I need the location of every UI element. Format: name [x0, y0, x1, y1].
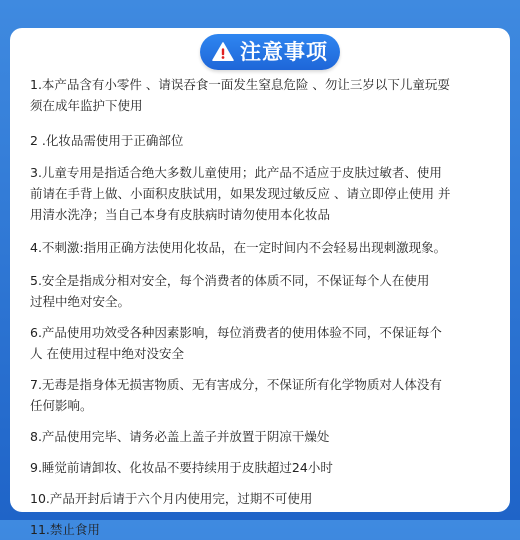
- list-item-line: 前请在手背上做、小面积皮肤试用，如果发现过敏反应 、请立即停止使用 并: [30, 186, 451, 201]
- list-item-line: 9.睡觉前请卸妆、化妆品不要持续用于皮肤超过24小时: [30, 460, 333, 475]
- list-item-line: 10.产品开封后请于六个月内使用完，过期不可使用: [30, 491, 313, 506]
- list-item: [30, 488, 508, 509]
- list-item-line: 7.无毒是指身体无损害物质、无有害成分，不保证所有化学物质对人体没有: [30, 377, 442, 392]
- list-item: [30, 426, 508, 447]
- list-item-line: 人 在使用过程中绝对没安全: [30, 346, 184, 361]
- warning-icon: [212, 41, 234, 63]
- title-banner: [200, 34, 340, 70]
- list-item-line: 4.不刺激:指用正确方法使用化妆品，在一定时间内不会轻易出现刺激现象。: [30, 240, 447, 255]
- list-item: [30, 270, 508, 312]
- list-item: [30, 519, 508, 540]
- list-item: [30, 130, 508, 151]
- list-item: [30, 374, 508, 416]
- list-item: [30, 162, 508, 225]
- list-item-line: 须在成年监护下使用: [30, 98, 143, 113]
- list-item: [30, 237, 508, 258]
- list-item-line: 11.禁止食用: [30, 522, 100, 537]
- page-title: 注意事项: [240, 40, 328, 64]
- list-item: [30, 74, 508, 116]
- list-item: [30, 322, 508, 364]
- list-item-line: 8.产品使用完毕、请务必盖上盖子并放置于阴凉干燥处: [30, 429, 330, 444]
- list-item-line: 任何影响。: [30, 398, 93, 413]
- list-item-line: 6.产品使用功效受各种因素影响，每位消费者的使用体验不同，不保证每个: [30, 325, 442, 340]
- list-item-line: 过程中绝对安全。: [30, 294, 131, 309]
- notice-list: [30, 74, 508, 540]
- list-item-line: 1.本产品含有小零件 、请误吞食一面发生窒息危险 、勿让三岁以下儿童玩耍: [30, 77, 450, 92]
- list-item-line: 3.儿童专用是指适合绝大多数儿童使用；此产品不适应于皮肤过敏者、使用: [30, 165, 442, 180]
- list-item-line: 5.安全是指成分相对安全，每个消费者的体质不同，不保证每个人在使用: [30, 273, 430, 288]
- list-item: [30, 457, 508, 478]
- list-item-line: 2 .化妆品需使用于正确部位: [30, 133, 184, 148]
- notice-card: [10, 28, 510, 537]
- list-item-line: 用清水洗净；当自己本身有皮肤病时请勿使用本化妆品: [30, 207, 331, 222]
